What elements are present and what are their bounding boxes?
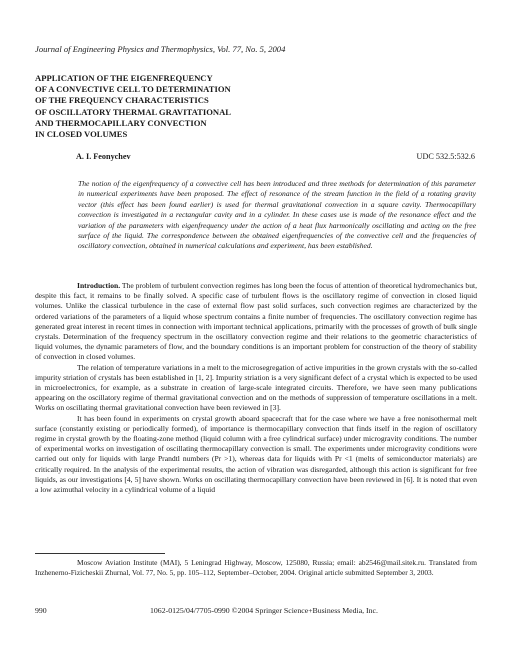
journal-citation: Journal of Engineering Physics and Thermophysics, Vol. 77, No. 5, 2004 [35,44,286,54]
paragraph: The relation of temperature variations in a melt to the microsegregation of active impurities in the grown crystals with the so-called impurity striation of crystals has been established in [1, 2]. Impurity striation is a very significant defect of a crystal which is expected to be used in microelectronics, for example, as a substrate in creation of large-scale integrated circuits. Therefore, we have seen many publications appearing on the oscillatory regime of thermal gravitational convection and on the methods of suppression of temperature oscillations in a melt. Works on oscillating thermal gravitational convection have been reviewed in [3]. [35,362,477,413]
footnote-divider [35,553,165,554]
author-name: A. I. Feonychev [76,152,131,161]
body-text [35,281,477,495]
paragraph: It has been found in experiments on crystal growth aboard spacecraft that for the case where we have a free nonisothermal melt surface (constantly existing or periodically formed), of importance is thermocapillary convection that finds itself in the region of oscillatory regime in crystal growth by the floating-zone method (liquid column with a free cylindrical surface) under microgravity conditions. The number of experimental works on investigation of oscillating thermocapillary convection is small. The experiments under microgravity conditions were carried out only for liquids with large Prandtl numbers (Pr >1), whereas data for liquids with Pr <1 (melts of semiconductor materials) are critically required. In the analysis of the experimental results, the action of vibration was disregarded, although this action is significant for free liquids, as our investigations [4, 5] have shown. Works on oscillating thermocapillary convection have been reviewed in [6]. It is noted that even a low azimuthal velocity in a cylindrical volume of a liquid [35,413,477,495]
title-line: OF A CONVECTIVE CELL TO DETERMINATION [35,84,231,95]
abstract: The notion of the eigenfrequency of a convective cell has been introduced and three methods for determination of this parameter in numerical experiments have been proposed. The effect of resonance of the stream function in the field of a rotating gravity vector (this effect has been found earlier) is used for thermal gravitational convection in a square cavity. Thermocapillary convection is investigated in a rectangular cavity and in a cylinder. In these cases use is made of the resonance effect and the variation of the parameters with eigenfrequency under the action of a heat flux harmonically oscillating and acting on the free surface of the liquid. The correspondence between the obtained eigenfrequencies of the convective cell and the frequencies of oscillatory convection, obtained in numerical calculations and experiment, has been established. [78,179,476,251]
copyright-line: 1062-0125/04/7705-0990 ©2004 Springer Science+Business Media, Inc. [150,606,378,615]
footnote-text: Moscow Aviation Institute (MAI), 5 Leningrad Highway, Moscow, 125080, Russia; email: ab2546@mail.sitek.ru. Translated from Inzhenerno-Fizicheskii Zhurnal, Vol. 77, No. 5, pp. 105–112, September–October, 2004. Original article submitted September 3, 2003. [35,558,477,578]
title-line: APPLICATION OF THE EIGENFREQUENCY [35,73,213,83]
article-title [35,73,335,140]
udc-code: UDC 532.5:532.6 [416,152,475,161]
paragraph-introduction [35,281,477,363]
title-line: OF OSCILLATORY THERMAL GRAVITATIONAL [35,106,232,117]
page-number: 990 [35,606,47,615]
intro-heading: Introduction. [77,281,121,290]
title-line: OF THE FREQUENCY CHARACTERISTICS [35,95,209,106]
footnote [35,558,477,578]
paragraph-text: The problem of turbulent convection regimes has long been the focus of attention of theoretical hydromechanics but, despite this fact, it remains to be finally solved. A specific case of turbulent flows is the oscillatory regime of convection in closed liquid volumes. Unlike the classical turbulence in the case of external flow past solid surfaces, such convection regimes are characterized by the ordered variations of the parameters of a liquid whose spectrum contains a finite number of frequencies. The oscillatory convection regime has generated great interest in recent times in connection with important technical applications, primarily with the processes of growth of bulk single crystals. Determination of the frequency spectrum in the oscillatory convection regime and their relations to the geometric characteristics of liquid volumes, the dynamic parameters of flow, and the boundary conditions is an important problem for construction of the theory of stability of convection in closed volumes. [35,281,477,362]
title-line: IN CLOSED VOLUMES [35,129,128,140]
title-line: AND THERMOCAPILLARY CONVECTION [35,117,207,128]
